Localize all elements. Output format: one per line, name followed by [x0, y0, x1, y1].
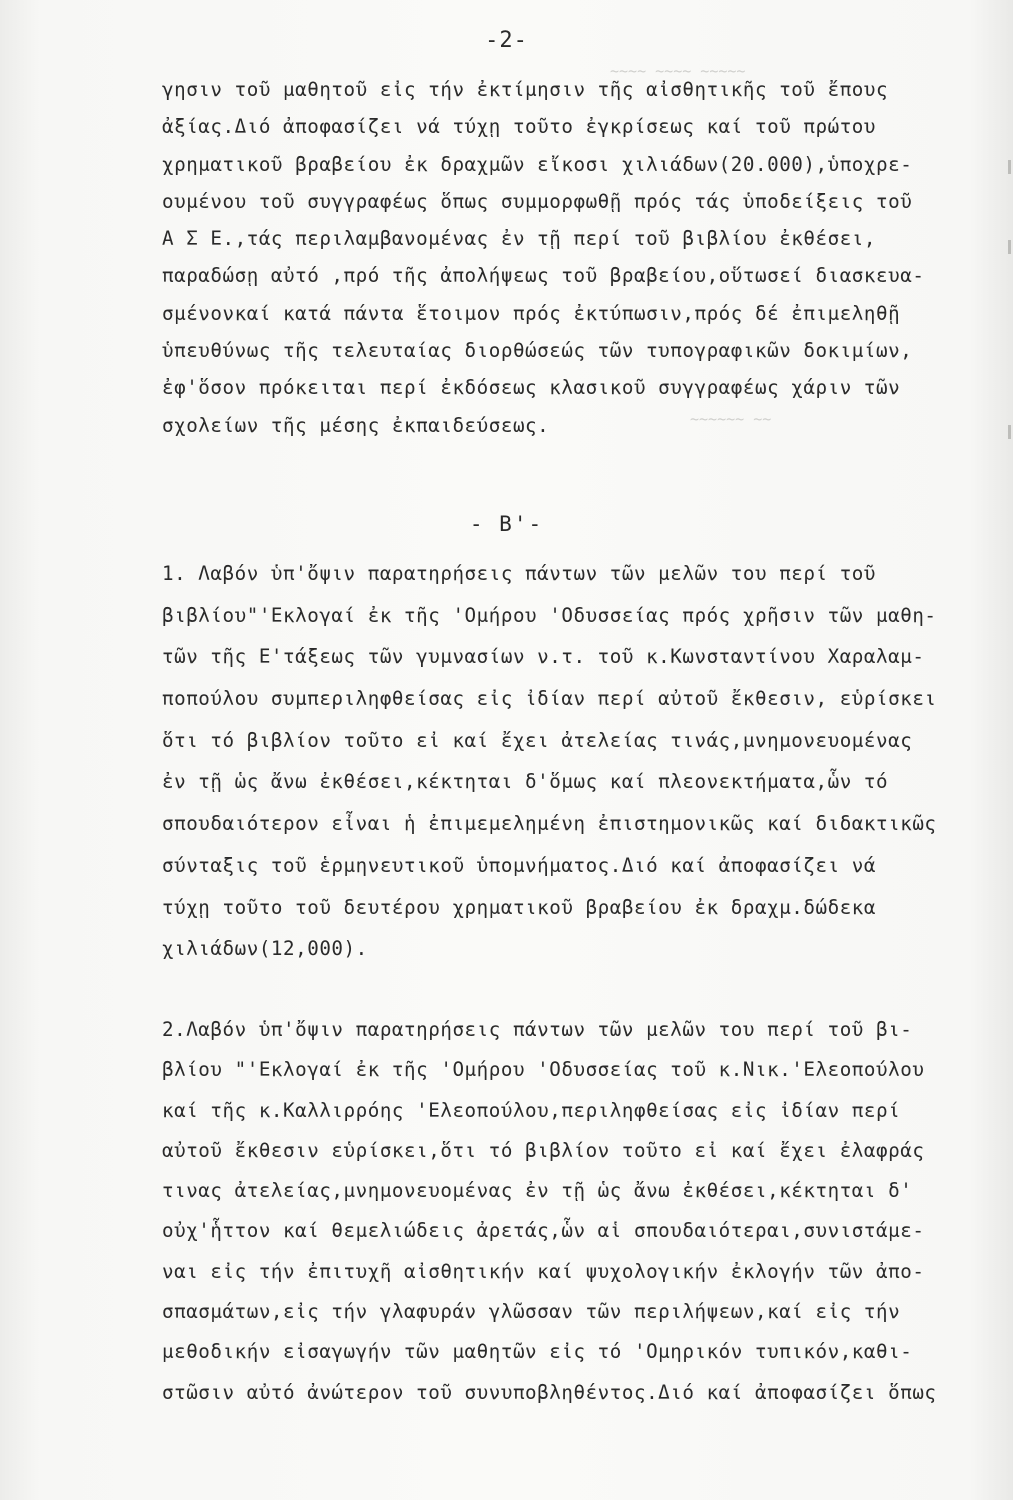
text-line: τῶν τῆς Ε'τάξεως τῶν γυμνασίων ν.τ. τοῦ κ.Κωνσταντίνου Χαραλαμ- — [162, 645, 925, 669]
paragraph-2 — [162, 553, 972, 970]
text-line: οὐχ'ἧττον καί θεμελιώδεις ἀρετάς,ὧν αἱ σπουδαιότεραι,συνιστάμε- — [162, 1219, 925, 1243]
text-line: ὑπευθύνως τῆς τελευταίας διορθώσεώς τῶν τυπογραφικῶν δοκιμίων, — [162, 339, 913, 363]
text-line: ποπούλου συμπεριληφθείσας εἰς ἰδίαν περί αὐτοῦ ἔκθεσιν, εὑρίσκει — [162, 687, 937, 711]
text-line: ναι εἰς τήν ἐπιτυχῆ αἰσθητικήν καί ψυχολογικήν ἐκλογήν τῶν ἀπο- — [162, 1259, 925, 1283]
text-line: στῶσιν αὐτό ἀνώτερον τοῦ συνυποβληθέντος.Διό καί ἀποφασίζει ὅπως — [162, 1380, 937, 1404]
paragraph-3 — [162, 1010, 972, 1413]
text-line: ἐν τῇ ὡς ἄνω ἐκθέσει,κέκτηται δ'ὅμως καί πλεονεκτήματα,ὧν τό — [162, 770, 889, 794]
text-line: σπουδαιότερον εἶναι ἡ ἐπιμεμελημένη ἐπιστημονικῶς καί διδακτικῶς — [162, 812, 937, 836]
text-line: αὐτοῦ ἔκθεσιν εὑρίσκει,ὅτι τό βιβλίον τοῦτο εἰ καί ἔχει ἐλαφράς — [162, 1138, 925, 1162]
bleed-through-texture: ~~~~ ~~~~ ~~~~~ — [610, 62, 746, 80]
text-line: τινας ἀτελείας,μνημονευομένας ἐν τῇ ὡς ἄνω ἐκθέσει,κέκτηται δ' — [162, 1179, 913, 1203]
text-line: γησιν τοῦ μαθητοῦ εἰς τήν ἐκτίμησιν τῆς αἰσθητικῆς τοῦ ἔπους — [162, 78, 889, 101]
text-line: ουμένου τοῦ συγγραφέως ὅπως συμμορφωθῇ πρός τάς ὑποδείξεις τοῦ — [162, 189, 913, 213]
text-line: σμένονκαί κατά πάντα ἕτοιμον πρός ἐκτύπωσιν,πρός δέ ἐπιμεληθῇ — [162, 301, 901, 325]
text-line: βιβλίου"'Εκλογαί ἐκ τῆς 'Ομήρου 'Οδυσσείας πρός χρῆσιν τῶν μαθη- — [162, 603, 937, 627]
text-line: χρηματικοῦ βραβείου ἐκ δραχμῶν εἴκοσι χιλιάδων(20.000),ὑποχρε- — [162, 152, 913, 176]
text-line: καί τῆς κ.Καλλιρρόης 'Ελεοπούλου,περιληφθείσας εἰς ἰδίαν περί — [162, 1098, 901, 1122]
text-line: παραδώσῃ αὐτό ,πρό τῆς ἀπολήψεως τοῦ βραβείου,οὕτωσεί διασκευα- — [162, 264, 925, 288]
text-line: σπασμάτων,εἰς τήν γλαφυράν γλῶσσαν τῶν περιλήψεων,καί εἰς τήν — [162, 1300, 901, 1324]
paragraph-1 — [162, 71, 972, 444]
text-line: ἐφ'ὅσον πρόκειται περί ἐκδόσεως κλασικοῦ συγγραφέως χάριν τῶν — [162, 376, 901, 400]
text-line: βλίου "'Εκλογαί ἐκ τῆς 'Ομήρου 'Οδυσσείας τοῦ κ.Νικ.'Ελεοπούλου — [162, 1058, 925, 1082]
page-edge-mark — [1008, 240, 1011, 254]
bleed-through-texture: ~~~~~~ ~~ — [690, 410, 772, 428]
text-line: ἀξίας.Διό ἀποφασίζει νά τύχῃ τοῦτο ἐγκρίσεως καί τοῦ πρώτου — [162, 115, 877, 139]
text-line: χιλιάδων(12,000). — [162, 937, 368, 961]
section-heading: - B'- — [469, 512, 544, 536]
page-edge-mark — [1008, 160, 1011, 174]
text-line: 1. Λαβόν ὑπ'ὄψιν παρατηρήσεις πάντων τῶν μελῶν του περί τοῦ — [162, 562, 877, 585]
text-line: μεθοδικήν εἰσαγωγήν τῶν μαθητῶν εἰς τό 'Ομηρικόν τυπικόν,καθι- — [162, 1340, 913, 1364]
text-line: Α Σ Ε.,τάς περιλαμβανομένας ἐν τῇ περί τοῦ βιβλίου ἐκθέσει, — [162, 227, 877, 251]
text-line: σύνταξις τοῦ ἑρμηνευτικοῦ ὑπομνήματος.Διό καί ἀποφασίζει νά — [162, 853, 877, 877]
text-line: ὅτι τό βιβλίον τοῦτο εἰ καί ἔχει ἀτελείας τινάς,μνημονευομένας — [162, 728, 913, 752]
page-edge-mark — [1008, 425, 1011, 439]
text-line: σχολείων τῆς μέσης ἐκπαιδεύσεως. — [162, 413, 550, 437]
page-number: -2- — [485, 28, 528, 53]
text-line: τύχῃ τοῦτο τοῦ δευτέρου χρηματικοῦ βραβείου ἐκ δραχμ.δώδεκα — [162, 895, 877, 919]
text-line: 2.Λαβόν ὑπ'ὄψιν παρατηρήσεις πάντων τῶν μελῶν του περί τοῦ βι- — [162, 1018, 913, 1041]
